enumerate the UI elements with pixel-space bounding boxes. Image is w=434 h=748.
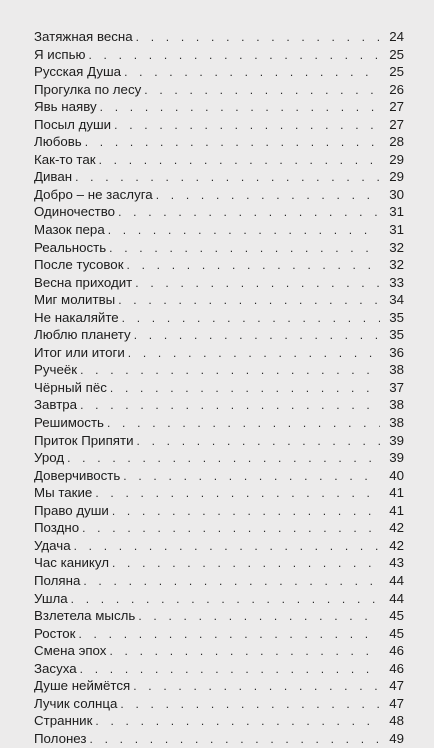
- toc-entry: [34, 712, 404, 730]
- toc-entry-title: После тусовок: [34, 257, 124, 273]
- toc-entry-page-number: 34: [389, 292, 404, 308]
- toc-entry-page-number: 41: [389, 485, 404, 501]
- toc-entry: [34, 239, 404, 257]
- toc-dot-leader: [67, 450, 380, 468]
- toc-entry: [34, 379, 404, 397]
- toc-entry: [34, 449, 404, 467]
- toc-entry: [34, 432, 404, 450]
- toc-dot-leader: [135, 275, 380, 293]
- toc-entry-page-number: 36: [389, 344, 404, 360]
- table-of-contents: [34, 28, 404, 747]
- toc-entry-title: Решимость: [34, 415, 104, 431]
- toc-dot-leader: [124, 64, 380, 82]
- toc-entry-page-number: 32: [389, 239, 404, 255]
- toc-entry-title: Явь наяву: [34, 99, 97, 115]
- toc-entry: [34, 186, 404, 204]
- toc-entry-page-number: 27: [389, 116, 404, 132]
- toc-dot-leader: [83, 573, 380, 591]
- toc-entry-title: Взлетела мысль: [34, 608, 136, 624]
- toc-entry-title: Поздно: [34, 520, 80, 536]
- toc-dot-leader: [80, 661, 380, 679]
- toc-entry-page-number: 28: [389, 134, 404, 150]
- toc-entry-page-number: 44: [389, 590, 404, 606]
- toc-entry-title: Посыл души: [34, 116, 112, 132]
- toc-dot-leader: [95, 485, 380, 503]
- toc-dot-leader: [88, 47, 380, 65]
- toc-dot-leader: [95, 713, 380, 731]
- toc-entry-title: Прогулка по лесу: [34, 81, 142, 97]
- toc-dot-leader: [118, 292, 380, 310]
- toc-entry-title: Удача: [34, 537, 71, 553]
- toc-entry: [34, 484, 404, 502]
- toc-entry-page-number: 49: [389, 730, 404, 746]
- toc-entry-title: Реальность: [34, 239, 107, 255]
- toc-entry-title: Ушла: [34, 590, 68, 606]
- toc-entry-page-number: 41: [389, 502, 404, 518]
- toc-entry-page-number: 30: [389, 186, 404, 202]
- toc-dot-leader: [134, 327, 380, 345]
- toc-entry-title: Доверчивость: [34, 467, 121, 483]
- toc-entry-title: Завтра: [34, 397, 78, 413]
- toc-entry-page-number: 43: [389, 555, 404, 571]
- toc-entry-title: Мазок пера: [34, 222, 105, 238]
- toc-dot-leader: [112, 503, 380, 521]
- toc-entry-title: Приток Припяти: [34, 432, 134, 448]
- toc-entry: [34, 133, 404, 151]
- toc-entry-title: Итог или итоги: [34, 344, 125, 360]
- toc-entry-title: Чёрный пёс: [34, 379, 107, 395]
- toc-dot-leader: [80, 397, 380, 415]
- toc-entry: [34, 46, 404, 64]
- toc-entry-title: Смена эпох: [34, 643, 107, 659]
- toc-entry-page-number: 45: [389, 608, 404, 624]
- toc-entry-page-number: 32: [389, 257, 404, 273]
- toc-dot-leader: [110, 380, 380, 398]
- toc-entry: [34, 291, 404, 309]
- toc-dot-leader: [114, 117, 380, 135]
- toc-entry-title: Росток: [34, 625, 76, 641]
- toc-entry-page-number: 42: [389, 520, 404, 536]
- toc-entry: [34, 309, 404, 327]
- toc-entry: [34, 274, 404, 292]
- toc-entry-title: Одиночество: [34, 204, 116, 220]
- toc-entry-page-number: 38: [389, 362, 404, 378]
- toc-entry-title: Русская Душа: [34, 64, 122, 80]
- toc-entry-page-number: 33: [389, 274, 404, 290]
- toc-entry-page-number: 25: [389, 46, 404, 62]
- toc-entry-page-number: 47: [389, 678, 404, 694]
- toc-dot-leader: [144, 82, 380, 100]
- toc-entry: [34, 642, 404, 660]
- toc-dot-leader: [74, 538, 380, 556]
- toc-dot-leader: [133, 678, 380, 696]
- toc-dot-leader: [75, 169, 380, 187]
- toc-entry: [34, 256, 404, 274]
- toc-entry-title: Весна приходит: [34, 274, 133, 290]
- toc-entry-page-number: 31: [389, 222, 404, 238]
- toc-entry: [34, 625, 404, 643]
- toc-dot-leader: [123, 468, 380, 486]
- toc-entry-title: Поляна: [34, 572, 81, 588]
- toc-entry-title: Странник: [34, 713, 93, 729]
- toc-entry: [34, 81, 404, 99]
- toc-dot-leader: [108, 222, 380, 240]
- toc-dot-leader: [109, 643, 380, 661]
- toc-entry-title: Диван: [34, 169, 73, 185]
- toc-entry: [34, 63, 404, 81]
- toc-entry-page-number: 26: [389, 81, 404, 97]
- toc-entry-title: Не накаляйте: [34, 309, 119, 325]
- toc-dot-leader: [136, 29, 380, 47]
- toc-entry-title: Час каникул: [34, 555, 109, 571]
- toc-entry-page-number: 31: [389, 204, 404, 220]
- toc-entry: [34, 116, 404, 134]
- toc-entry: [34, 537, 404, 555]
- toc-entry: [34, 607, 404, 625]
- toc-dot-leader: [100, 99, 380, 117]
- toc-entry-page-number: 38: [389, 415, 404, 431]
- toc-entry: [34, 203, 404, 221]
- toc-dot-leader: [112, 555, 380, 573]
- toc-dot-leader: [85, 134, 380, 152]
- toc-entry-page-number: 35: [389, 327, 404, 343]
- toc-entry: [34, 660, 404, 678]
- toc-dot-leader: [109, 240, 380, 258]
- toc-entry-title: Миг молитвы: [34, 292, 116, 308]
- toc-entry: [34, 396, 404, 414]
- toc-entry: [34, 695, 404, 713]
- toc-entry-page-number: 46: [389, 660, 404, 676]
- toc-entry-page-number: 40: [389, 467, 404, 483]
- toc-entry-page-number: 45: [389, 625, 404, 641]
- toc-entry: [34, 326, 404, 344]
- toc-entry-title: Ручеёк: [34, 362, 78, 378]
- toc-entry-page-number: 47: [389, 695, 404, 711]
- toc-entry: [34, 502, 404, 520]
- toc-dot-leader: [90, 731, 380, 748]
- toc-entry: [34, 151, 404, 169]
- toc-entry-title: Я испью: [34, 46, 86, 62]
- toc-entry-title: Лучик солнца: [34, 695, 118, 711]
- toc-entry-title: Полонез: [34, 730, 87, 746]
- toc-entry: [34, 677, 404, 695]
- toc-entry-page-number: 39: [389, 450, 404, 466]
- toc-dot-leader: [107, 415, 380, 433]
- toc-dot-leader: [138, 608, 380, 626]
- toc-entry-page-number: 39: [389, 432, 404, 448]
- toc-entry: [34, 730, 404, 748]
- toc-entry-title: Мы такие: [34, 485, 93, 501]
- toc-dot-leader: [118, 204, 380, 222]
- toc-entry-page-number: 38: [389, 397, 404, 413]
- toc-entry: [34, 572, 404, 590]
- toc-entry-page-number: 24: [389, 29, 404, 44]
- toc-entry: [34, 28, 404, 46]
- toc-entry-title: Засуха: [34, 660, 77, 676]
- toc-entry-title: Затяжная весна: [34, 29, 133, 44]
- toc-entry-page-number: 42: [389, 537, 404, 553]
- toc-entry-page-number: 48: [389, 713, 404, 729]
- toc-entry: [34, 221, 404, 239]
- toc-entry: [34, 344, 404, 362]
- toc-entry: [34, 361, 404, 379]
- toc-entry-title: Любовь: [34, 134, 82, 150]
- toc-entry: [34, 590, 404, 608]
- toc-dot-leader: [99, 152, 380, 170]
- toc-dot-leader: [78, 626, 380, 644]
- toc-entry-page-number: 27: [389, 99, 404, 115]
- toc-dot-leader: [122, 310, 380, 328]
- toc-dot-leader: [137, 433, 380, 451]
- toc-entry-title: Урод: [34, 450, 65, 466]
- toc-dot-leader: [80, 362, 380, 380]
- toc-dot-leader: [156, 187, 380, 205]
- toc-entry-page-number: 29: [389, 169, 404, 185]
- toc-entry: [34, 519, 404, 537]
- toc-entry: [34, 168, 404, 186]
- toc-dot-leader: [71, 591, 380, 609]
- toc-entry-page-number: 35: [389, 309, 404, 325]
- toc-dot-leader: [120, 696, 380, 714]
- toc-dot-leader: [128, 345, 380, 363]
- toc-entry-title: Люблю планету: [34, 327, 131, 343]
- toc-entry-page-number: 29: [389, 151, 404, 167]
- toc-entry-page-number: 46: [389, 643, 404, 659]
- toc-entry: [34, 98, 404, 116]
- toc-entry-page-number: 37: [389, 379, 404, 395]
- toc-entry: [34, 467, 404, 485]
- toc-entry-title: Как-то так: [34, 151, 96, 167]
- toc-entry: [34, 554, 404, 572]
- toc-dot-leader: [82, 520, 380, 538]
- toc-entry-title: Добро – не заслуга: [34, 186, 153, 202]
- toc-entry-title: Право души: [34, 502, 109, 518]
- toc-entry-page-number: 25: [389, 64, 404, 80]
- toc-entry-title: Душе неймётся: [34, 678, 131, 694]
- toc-entry-page-number: 44: [389, 572, 404, 588]
- toc-entry: [34, 414, 404, 432]
- toc-dot-leader: [127, 257, 380, 275]
